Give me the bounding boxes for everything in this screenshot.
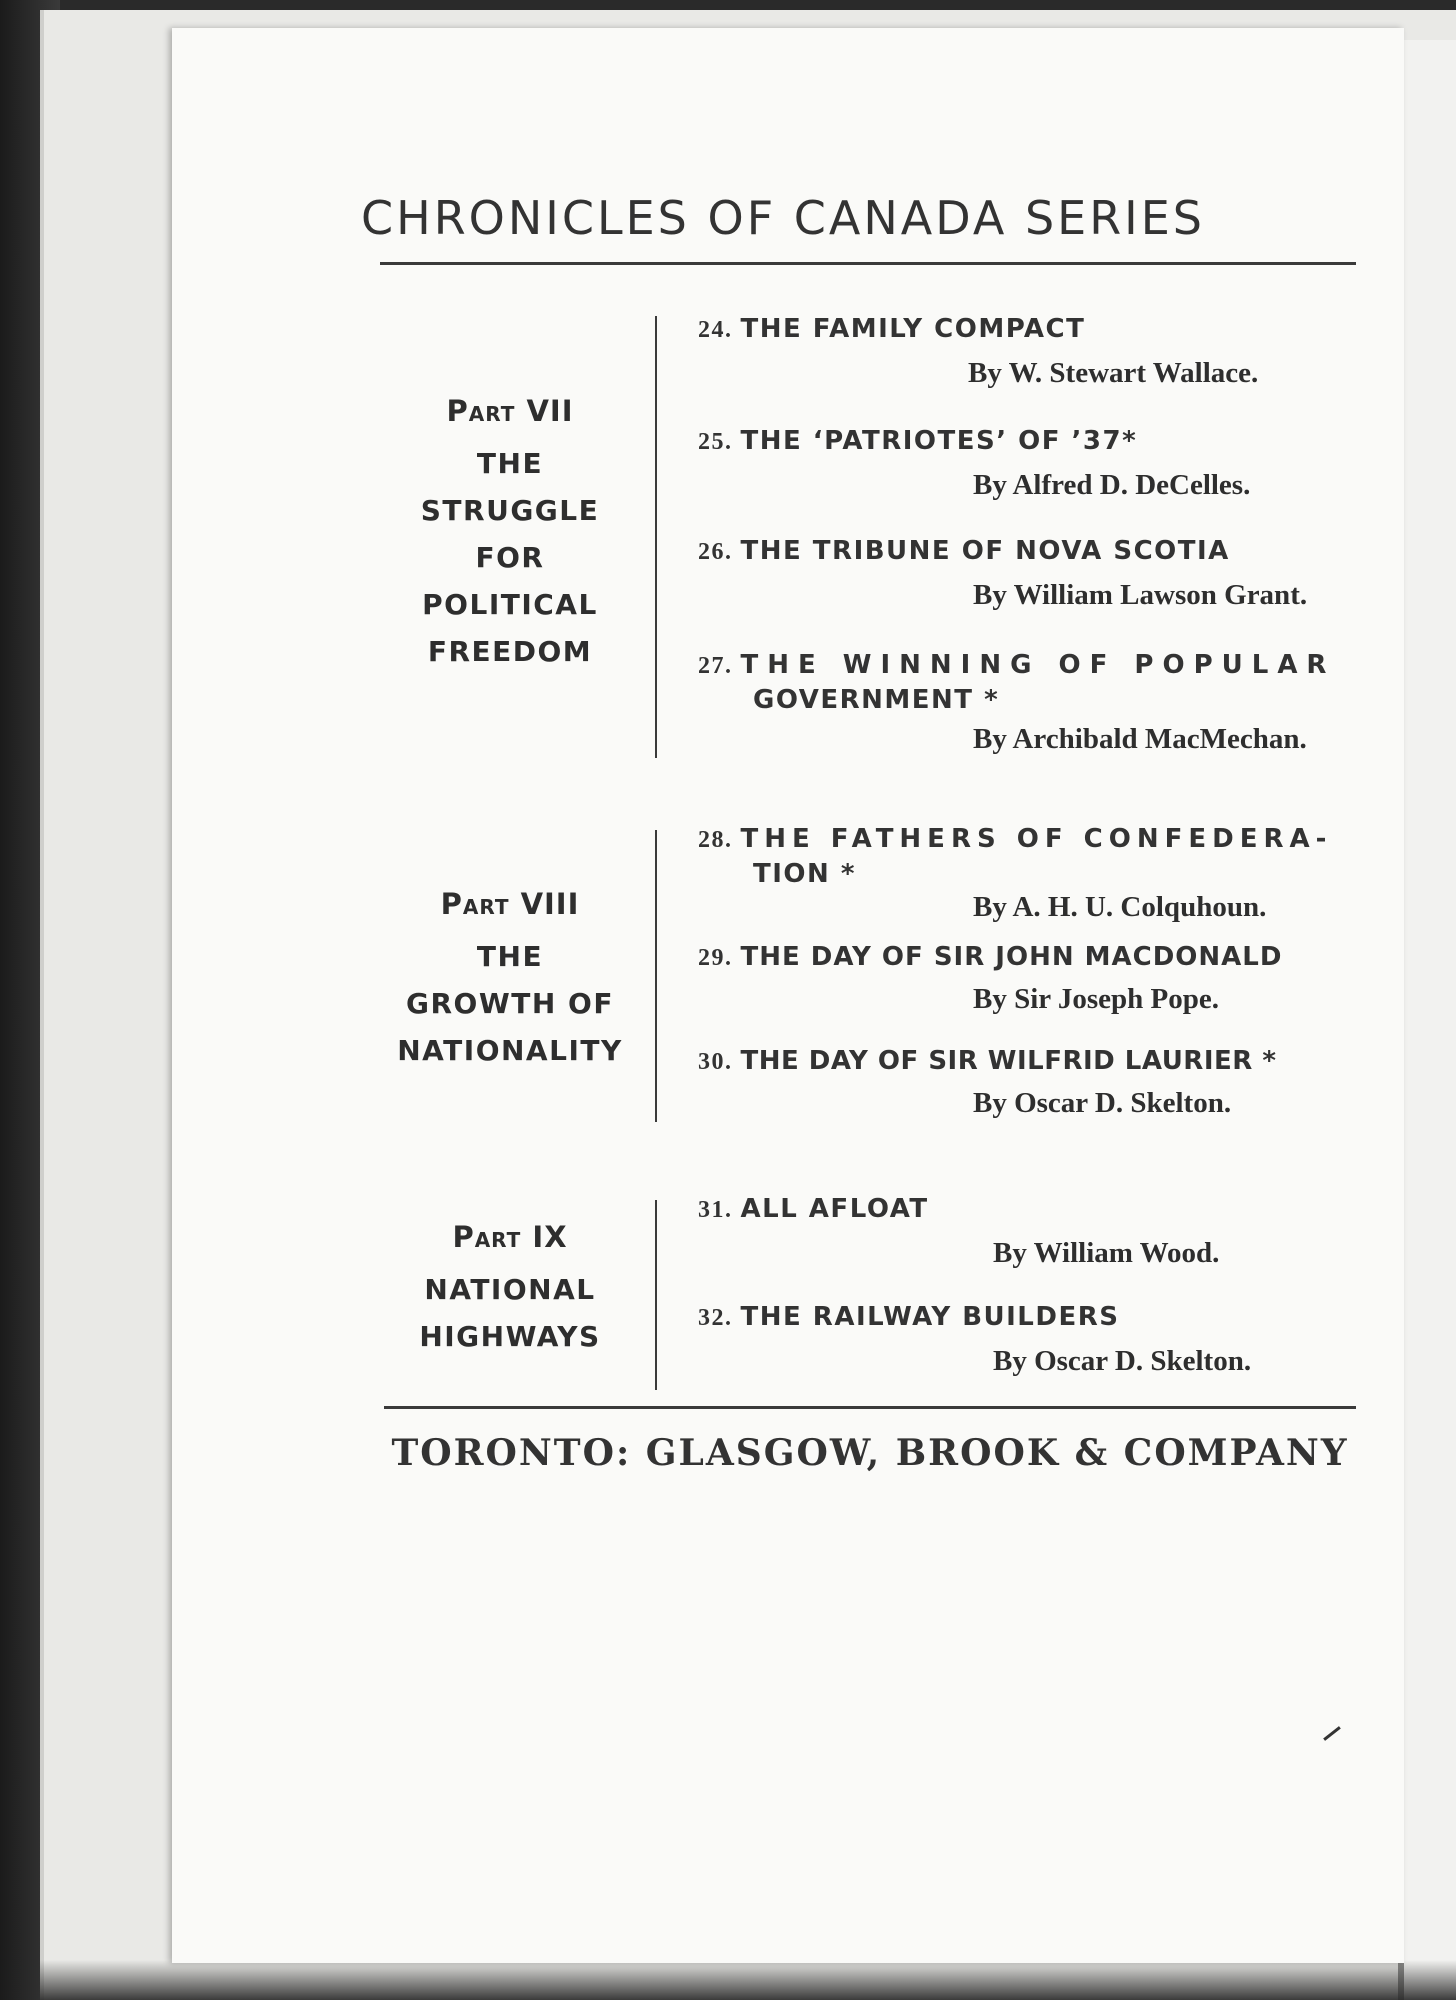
book-number: 30. bbox=[698, 1049, 733, 1075]
part-title-line: NATIONALITY bbox=[397, 1034, 623, 1067]
part-label bbox=[380, 887, 640, 1074]
book-title bbox=[698, 648, 1358, 717]
book-author: By William Wood. bbox=[993, 1237, 1220, 1269]
book-title-continuation: TION * bbox=[753, 859, 856, 889]
book-title-text: THE DAY OF SIR JOHN MACDONALD bbox=[740, 942, 1283, 972]
publisher-imprint: TORONTO: GLASGOW, BROOK & COMPANY bbox=[391, 1432, 1349, 1474]
book-author: By A. H. U. Colquhoun. bbox=[973, 891, 1267, 923]
part-divider bbox=[655, 830, 657, 1122]
book-title bbox=[698, 940, 1358, 975]
bottom-rule bbox=[384, 1406, 1356, 1409]
part-number: Part IX bbox=[452, 1220, 568, 1254]
book-number: 32. bbox=[698, 1305, 733, 1331]
book-title-text: THE FAMILY COMPACT bbox=[740, 314, 1086, 344]
book-entry bbox=[698, 822, 1358, 924]
part-section bbox=[380, 312, 1360, 762]
book-author: By Oscar D. Skelton. bbox=[993, 1345, 1252, 1377]
part-label bbox=[380, 394, 640, 675]
book-title-text: THE WINNING OF POPULAR bbox=[740, 650, 1336, 680]
part-number: Part VII bbox=[446, 394, 574, 428]
book-author: By Sir Joseph Pope. bbox=[973, 983, 1220, 1015]
book-number: 31. bbox=[698, 1197, 733, 1223]
part-label bbox=[380, 1220, 640, 1360]
part-section bbox=[380, 1192, 1360, 1382]
book-title bbox=[698, 424, 1358, 459]
book-author: By Oscar D. Skelton. bbox=[973, 1087, 1232, 1119]
book-entry bbox=[698, 312, 1358, 390]
part-title-line: NATIONAL bbox=[424, 1273, 596, 1306]
part-title-line: FOR bbox=[475, 541, 545, 574]
book-author: By William Lawson Grant. bbox=[973, 579, 1308, 611]
part-title-line: STRUGGLE bbox=[420, 494, 600, 527]
book-number: 27. bbox=[698, 653, 733, 679]
facing-page-edge bbox=[1398, 40, 1456, 2000]
series-title: CHRONICLES OF CANADA SERIES bbox=[361, 191, 1205, 245]
part-section bbox=[380, 822, 1360, 1122]
book-number: 24. bbox=[698, 317, 733, 343]
book-title-text: THE FATHERS OF CONFEDERA- bbox=[740, 824, 1333, 854]
book-entry bbox=[698, 940, 1358, 1016]
scan-shadow bbox=[40, 1960, 1456, 2000]
book-title-text: ALL AFLOAT bbox=[740, 1194, 929, 1224]
book-author: By W. Stewart Wallace. bbox=[968, 357, 1259, 389]
book-title-text: THE TRIBUNE OF NOVA SCOTIA bbox=[740, 536, 1230, 566]
book-author: By Alfred D. DeCelles. bbox=[973, 469, 1251, 501]
book-title-text: THE ‘PATRIOTES’ OF ’37* bbox=[740, 426, 1138, 456]
book-entry bbox=[698, 534, 1358, 612]
book-title bbox=[698, 312, 1358, 347]
book-title bbox=[698, 1192, 1358, 1227]
book-entry bbox=[698, 1192, 1358, 1270]
book-title bbox=[698, 822, 1358, 891]
book-number: 26. bbox=[698, 539, 733, 565]
part-divider bbox=[655, 316, 657, 758]
book-number: 25. bbox=[698, 429, 733, 455]
part-title-line: THE bbox=[476, 940, 544, 973]
part-number: Part VIII bbox=[440, 887, 580, 921]
book-title bbox=[698, 534, 1358, 569]
book-title-text: THE DAY OF SIR WILFRID LAURIER * bbox=[740, 1046, 1277, 1076]
book-title bbox=[698, 1044, 1358, 1079]
book-number: 29. bbox=[698, 945, 733, 971]
book-title-continuation: GOVERNMENT * bbox=[753, 685, 1000, 715]
part-title-line: GROWTH OF bbox=[406, 987, 614, 1020]
book-title bbox=[698, 1300, 1358, 1335]
book-entry bbox=[698, 1300, 1358, 1378]
part-title-line: THE bbox=[476, 447, 544, 480]
book-number: 28. bbox=[698, 827, 733, 853]
book-entry bbox=[698, 424, 1358, 502]
part-title-line: POLITICAL bbox=[422, 588, 598, 621]
part-title-line: FREEDOM bbox=[427, 635, 593, 668]
top-rule bbox=[380, 262, 1356, 265]
part-divider bbox=[655, 1200, 657, 1390]
part-title-line: HIGHWAYS bbox=[419, 1320, 601, 1353]
book-author: By Archibald MacMechan. bbox=[973, 723, 1307, 755]
book-title-text: THE RAILWAY BUILDERS bbox=[740, 1302, 1120, 1332]
book-entry bbox=[698, 648, 1358, 756]
book-entry bbox=[698, 1044, 1358, 1120]
